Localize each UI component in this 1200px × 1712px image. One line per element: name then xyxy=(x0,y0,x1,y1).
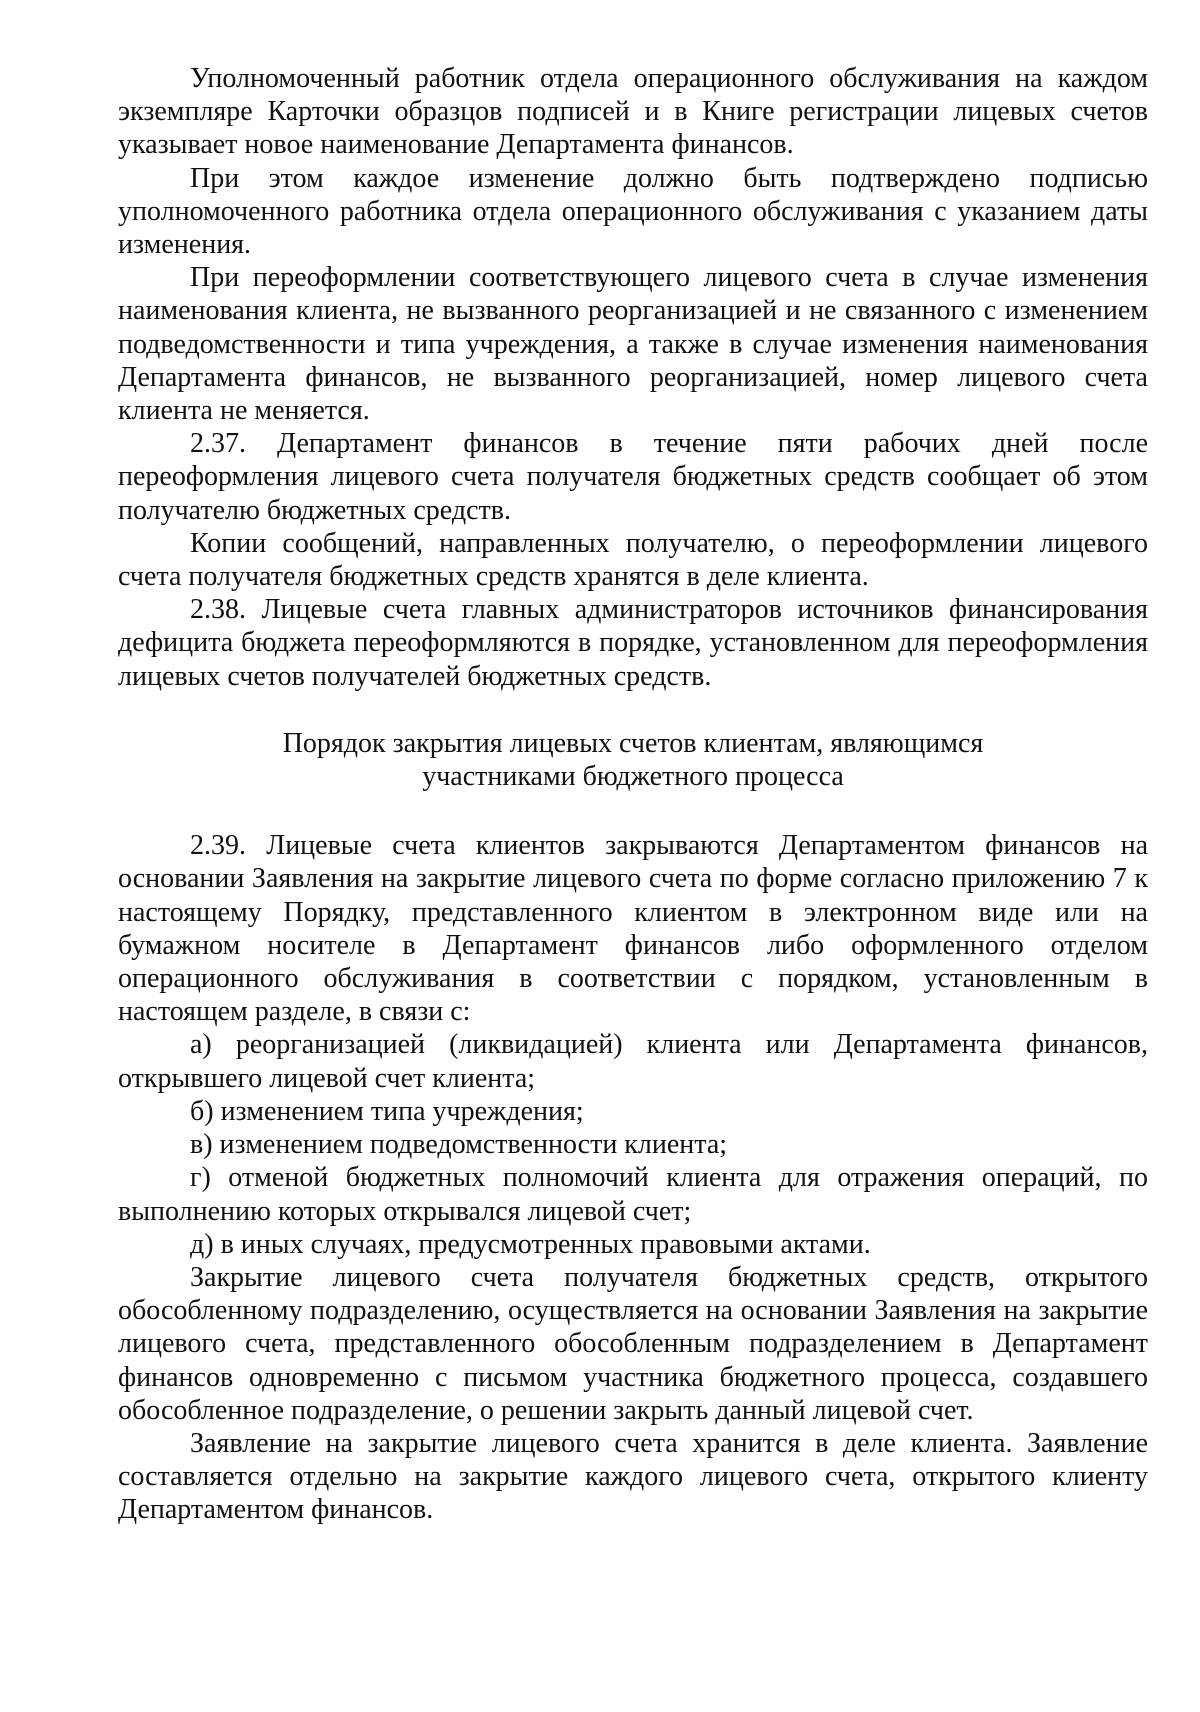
list-item: д) в иных случаях, предусмотренных правовыми актами. xyxy=(190,1228,871,1260)
list-item: г) отменой бюджетных полномочий клиента для отражения операций, по выполнению которых открывался лицевой счет; xyxy=(118,1162,1148,1227)
paragraph: Закрытие лицевого счета получателя бюджетных средств, открытого обособленному подразделению, осуществляется на основании Заявления на закрытие лицевого счета, представленного обособленным подразделением в Департамент финансов одновременно с письмом участника бюджетного процесса, создавшего обособленное подразделение, о решении закрыть данный лицевой счет. xyxy=(118,1261,1148,1426)
section-heading xyxy=(118,727,1148,793)
document-text xyxy=(118,62,1148,1527)
paragraph: Копии сообщений, направленных получателю, о переоформлении лицевого счета получателя бюджетных средств хранятся в деле клиента. xyxy=(118,527,1148,593)
list-item: б) изменением типа учреждения; xyxy=(190,1095,584,1127)
paragraph: При переоформлении соответствующего лицевого счета в случае изменения наименования клиента, не вызванного реорганизацией и не связанного с изменением подведомственности и типа учреждения, а также в случае изменения наименования Департамента финансов, не вызванного реорганизацией, номер лицевого счета клиента не меняется. xyxy=(118,262,1148,427)
list-item: в) изменением подведомственности клиента; xyxy=(190,1129,728,1161)
section-heading-line: Порядок закрытия лицевых счетов клиентам, являющимся xyxy=(282,727,984,759)
paragraph: Уполномоченный работник отдела операционного обслуживания на каждом экземпляре Карточки образцов подписей и в Книге регистрации лицевых счетов указывает новое наименование Департамента финансов. xyxy=(118,63,1148,161)
paragraph: При этом каждое изменение должно быть подтверждено подписью уполномоченного работника отдела операционного обслуживания с указанием даты изменения. xyxy=(118,162,1148,261)
paragraph: 2.39. Лицевые счета клиентов закрываются Департаментом финансов на основании Заявления на закрытие лицевого счета по форме согласно приложению 7 к настоящему Порядку, представленного клиентом в электронном виде или на бумажном носителе в Департамент финансов либо оформленного отделом операционного обслуживания в соответствии с порядком, установленным в настоящем разделе, в связи с: xyxy=(118,830,1148,1028)
paragraph: 2.38. Лицевые счета главных администраторов источников финансирования дефицита бюджета переоформляются в порядке, установленном для переоформления лицевых счетов получателей бюджетных средств. xyxy=(118,594,1148,692)
section-heading-line: участниками бюджетного процесса xyxy=(422,761,844,793)
list-item: а) реорганизацией (ликвидацией) клиента или Департамента финансов, открывшего лицевой счет клиента; xyxy=(118,1029,1148,1094)
paragraph: Заявление на закрытие лицевого счета хранится в деле клиента. Заявление составляется отдельно на закрытие каждого лицевого счета, открытого клиенту Департаментом финансов. xyxy=(118,1427,1148,1526)
paragraph: 2.37. Департамент финансов в течение пяти рабочих дней после переоформления лицевого счета получателя бюджетных средств сообщает об этом получателю бюджетных средств. xyxy=(118,428,1148,526)
